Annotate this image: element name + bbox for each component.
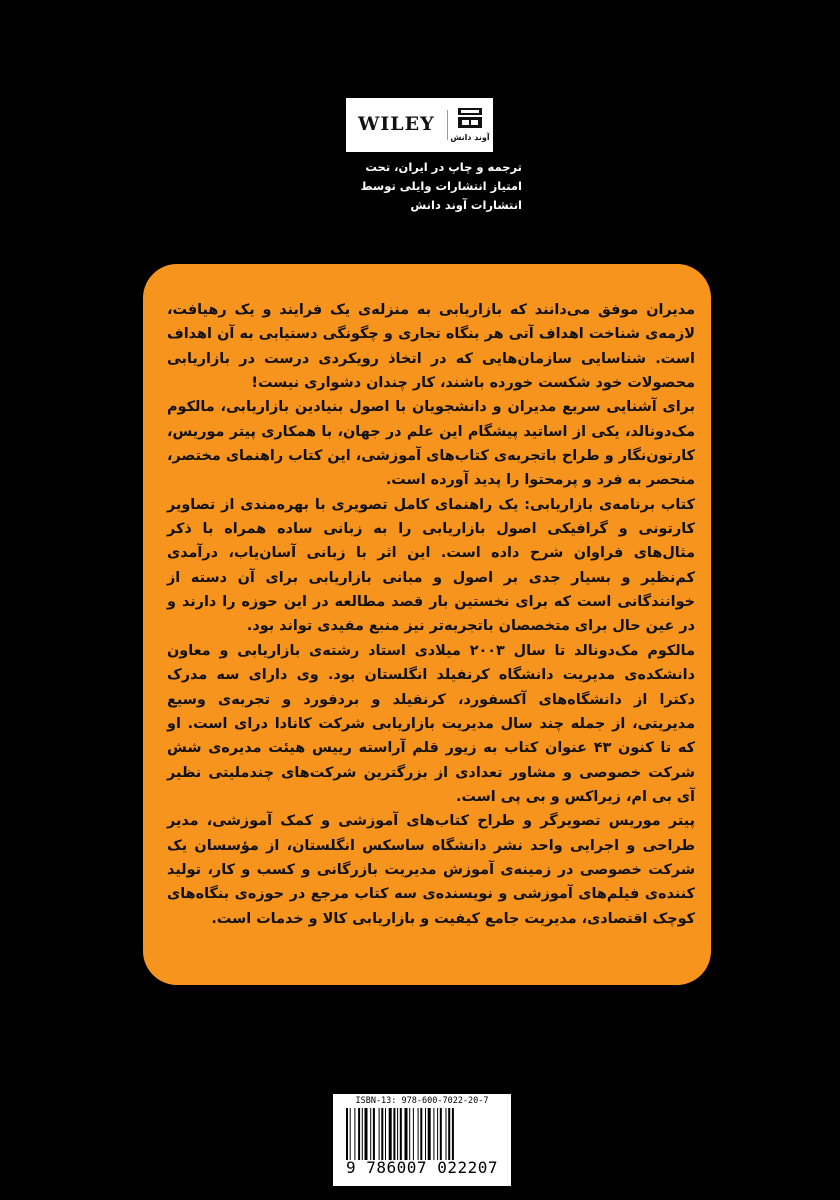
- imprint-notice: [320, 158, 522, 215]
- barcode-box: [333, 1094, 511, 1186]
- author-bio-paragraph: مالکوم مک‌دونالد تا سال ۲۰۰۳ میلادی استاد رشته‌ی بازاریابی و معاون دانشکده‌ی مدیریت دانشگاه کرنفیلد انگلستان بود. وی دارای سه مدرک دکترا از دانشگاه‌های آکسفورد، کرنفیلد و بردفورد و تجربه‌ی وسیع مدیریتی، از جمله چند سال مدیریت بازاریابی شرکت کانادا درای است. او که تا کنون ۴۳ عنوان کتاب به زیور قلم آراسته رییس هیئت مدیره‌ی شش شرکت خصوصی و مشاور تعدادی از بزرگترین شرکت‌های چندملیتی نظیر آی بی ام، زیراکس و بی پی است.: [167, 642, 695, 805]
- imprint-line: امتیاز انتشارات وایلی توسط: [360, 179, 522, 193]
- partner-publisher-name: آوند دانش: [450, 133, 490, 142]
- description-paragraph: کتاب برنامه‌ی بازاریابی: یک راهنمای کامل تصویری با بهره‌مندی از تصاویر کارتونی و گرافیکی اصول بازاریابی را به زبانی ساده همراه با ذکر مثال‌های فراوان شرح داده است. این اثر با زبانی آسان‌یاب، درآمدی کم‌نظیر و بسیار جدی بر اصول و مبانی بازاریابی برای آن دسته از خوانندگانی است که برای نخستین بار قصد مطالعه در این حوزه را دارند و در عین حال برای متخصصان باتجربه‌تر نیز منبع مفیدی تواند بود.: [167, 496, 695, 635]
- logo-divider: [447, 110, 448, 140]
- isbn-label: ISBN-13: 978-600-7022-20-7: [355, 1096, 489, 1106]
- illustrator-bio-paragraph: پیتر موریس تصویرگر و طراح کتاب‌های آموزشی و کمک آموزشی، مدیر طراحی و اجرایی واحد نشر دانشگاه ساسکس انگلستان، از مؤسسان یک شرکت خصوصی در زمینه‌ی آموزش مدیریت بازرگانی و کسب و کار، تولید کننده‌ی فیلم‌های آموزشی و نویسنده‌ی سه کتاب مرجع در حوزه‌ی بنگاه‌های کوچک اقتصادی، مدیریت جامع کیفیت و بازاریابی کالا و خدمات است.: [167, 813, 695, 927]
- wiley-logo-text: WILEY: [358, 113, 435, 135]
- barcode-bars: [345, 1108, 503, 1160]
- imprint-line: ترجمه و چاپ در ایران، تحت: [365, 160, 522, 174]
- description-paragraph: مدیران موفق می‌دانند که بازاریابی به منزله‌ی یک فرایند و یک رهیافت، لازمه‌ی شناخت اهداف آتی هر بنگاه تجاری و چگونگی دستیابی به آن اهداف است. شناسایی سازمان‌هایی که در اتخاذ رویکردی درست در بازاریابی محصولات خود شکست خورده باشند، کار چندان دشواری نیست!: [167, 302, 695, 392]
- imprint-line: انتشارات آوند دانش: [410, 198, 522, 212]
- description-paragraph: برای آشنایی سریع مدیران و دانشجویان با اصول بنیادین بازاریابی، مالکوم مک‌دونالد، یکی از اساتید پیشگام این علم در جهان، با همکاری پیتر موریس، کارتون‌نگار و طراح باتجربه‌ی کتاب‌های آموزشی، این کتاب راهنمای مختصر، منحصر به فرد و پرمحتوا را پدید آورده است.: [167, 399, 695, 489]
- publisher-logo-box: [346, 98, 493, 152]
- publisher-mark-icon: [455, 106, 485, 130]
- description-panel: [143, 264, 711, 985]
- ean-digits: 9 786007 022207: [346, 1158, 498, 1177]
